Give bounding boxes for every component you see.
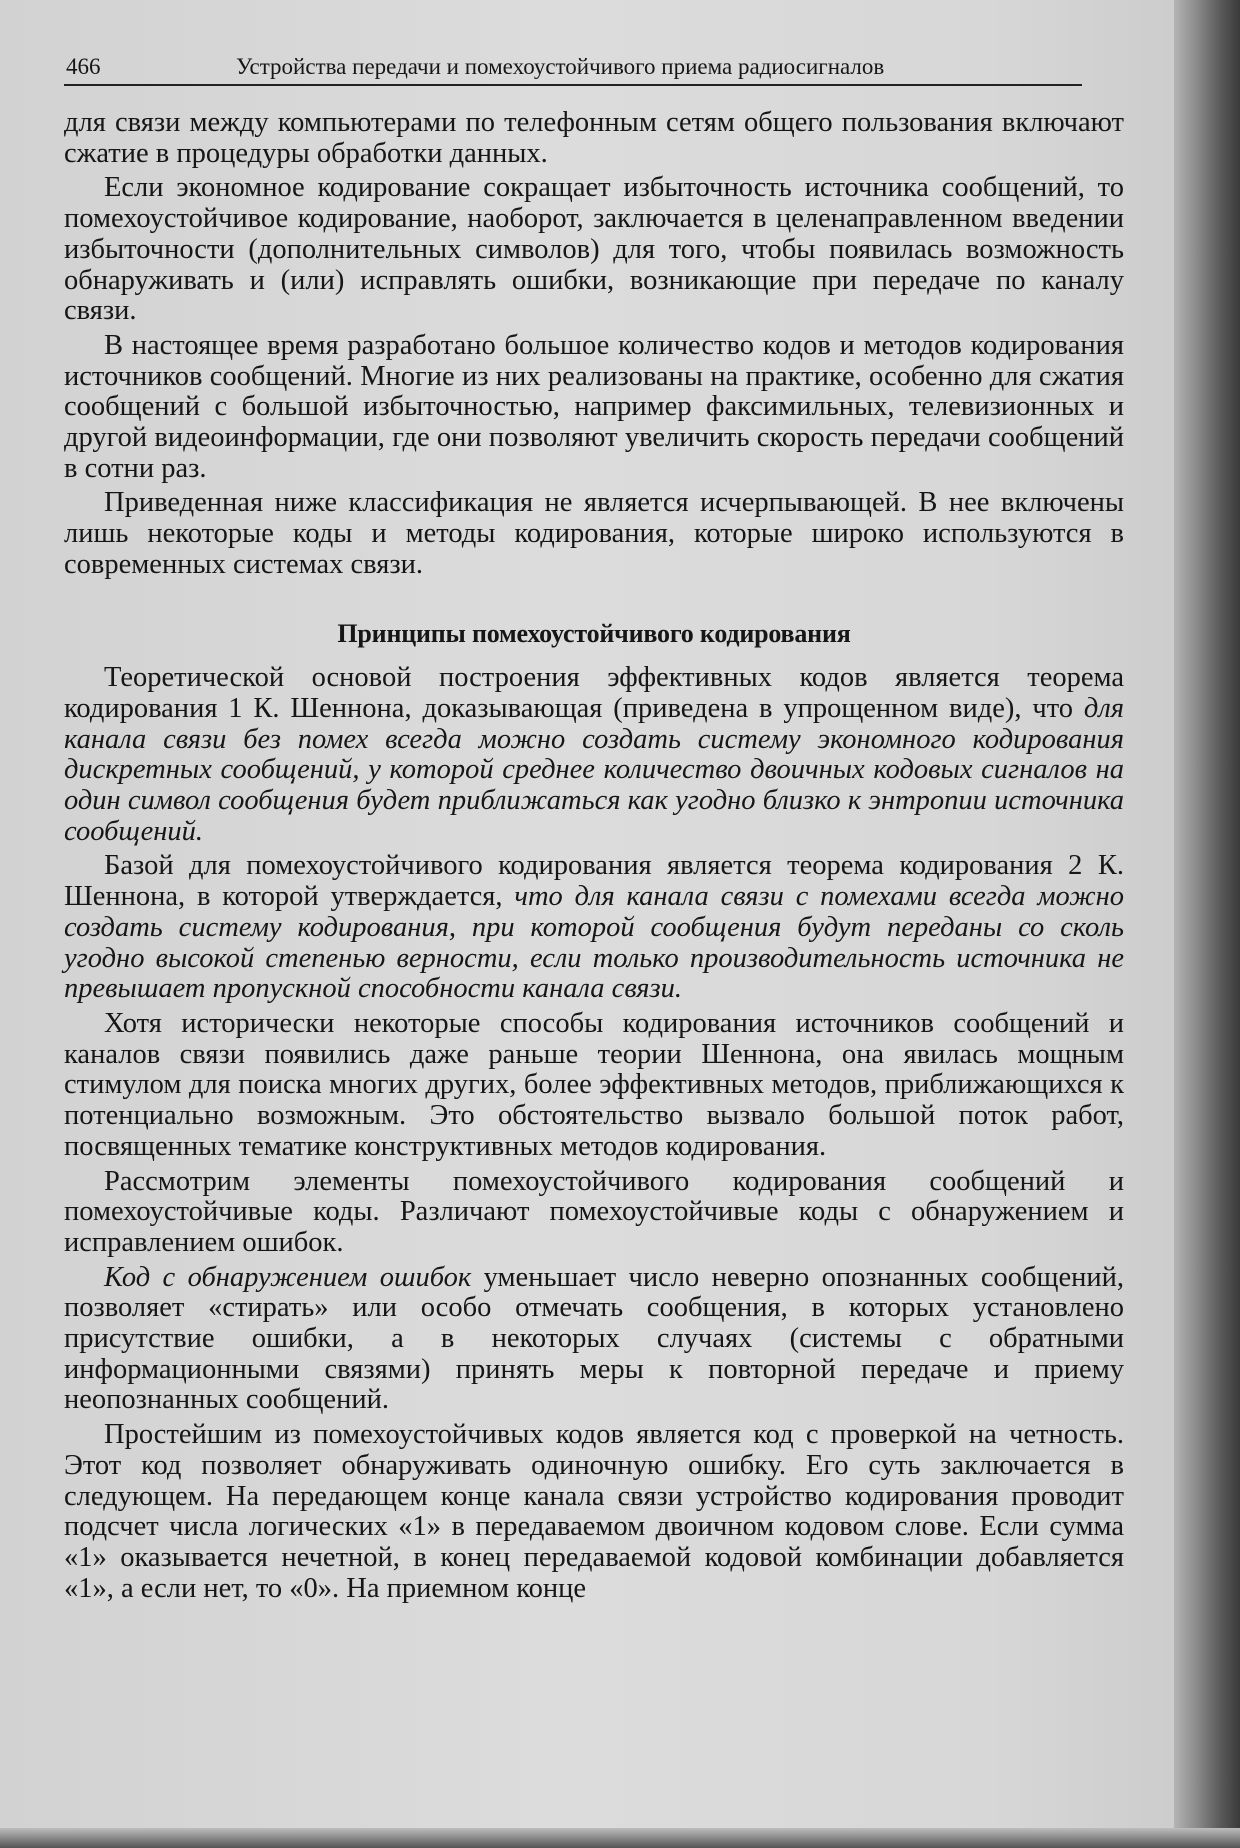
- page-bottom-edge: [0, 1828, 1240, 1848]
- paragraph-italic-text: для канала связи без помех всегда можно создать систему экономного кодирования дискретных сообщений, у которой среднее количество двоичных кодовых сигналов на один символ сообщения будет приближаться как угодно близко к энтропии источника сообщений.: [64, 692, 1124, 847]
- paragraph: [64, 331, 1124, 485]
- paragraph: [64, 851, 1124, 1005]
- paragraph-text: Приведенная ниже классификация не является исчерпывающей. В нее включены лишь некоторые коды и методы кодирования, которые широко используются в современных системах связи.: [64, 487, 1124, 580]
- running-title: Устройства передачи и помехоустойчивого приема радиосигналов: [236, 54, 885, 79]
- body-text: [64, 108, 1124, 1608]
- paragraph-text: уменьшает число неверно опознанных сообщений, позволяет «стирать» или особо отмечать сообщения, в которых установлено присутствие ошибки, а в некоторых случаях (системы с обратными информационными связями) принять меры к повторной передаче и приему неопознанных сообщений.: [64, 1261, 1125, 1416]
- page-number: 466: [66, 54, 101, 79]
- book-spine-shadow: [1174, 0, 1240, 1848]
- running-head: [64, 50, 1082, 86]
- paragraph: [64, 1420, 1124, 1604]
- paragraph: [64, 663, 1124, 847]
- paragraph-text: Простейшим из помехоустойчивых кодов является код с проверкой на четность. Этот код позволяет обнаруживать одиночную ошибку. Его суть заключается в следующем. На передающем конце канала связи устройство кодирования проводит подсчет числа логических «1» в передаваемом двоичном кодовом слове. Если сумма «1» оказывается нечетной, в конец передаваемой кодовой комбинации добавляется «1», а если нет, то «0». На приемном конце: [64, 1419, 1124, 1604]
- paragraph-text: В настоящее время разработано большое количество кодов и методов кодирования источников сообщений. Многие из них реализованы на практике, особенно для сжатия сообщений с большой избыточностью, например факсимильных, телевизионных и другой видеоинформации, где они позволяют увеличить скорость передачи сообщений в сотни раз.: [64, 329, 1124, 484]
- paragraph-text: Теоретической основой построения эффективных кодов является теорема кодирования 1 К. Шеннона, доказывающая (приведена в упрощенном виде), что: [64, 662, 1124, 724]
- paragraph-text: Хотя исторически некоторые способы кодирования источников сообщений и каналов связи появились даже раньше теории Шеннона, она явилась мощным стимулом для поиска многих других, более эффективных методов, приближающихся к потенциально возможным. Это обстоятельство вызвало большой поток работ, посвященных тематике конструктивных методов кодирования.: [64, 1007, 1124, 1162]
- paragraph-text: Рассмотрим элементы помехоустойчивого кодирования сообщений и помехоустойчивые коды. Различают помехоустойчивые коды с обнаружением и исправлением ошибок.: [64, 1165, 1124, 1258]
- section-heading: Принципы помехоустойчивого кодирования: [337, 618, 851, 648]
- paragraph: [64, 1263, 1124, 1417]
- paragraph-italic-text: что для канала связи с помехами всегда можно создать систему кодирования, при которой сообщения будут переданы со сколь угодно высокой степенью верности, если только производительность источника не превышает пропускной способности канала связи.: [64, 881, 1124, 1005]
- paragraph-text: для связи между компьютерами по телефонным сетям общего пользования включают сжатие в процедуры обработки данных.: [64, 107, 1124, 169]
- paragraph: [64, 1009, 1124, 1163]
- paragraph-italic-text: Код с обнаружением ошибок: [104, 1261, 472, 1293]
- paragraph: [64, 1167, 1124, 1259]
- paragraph-text: Базой для помехоустойчивого кодирования является теорема кодирования 2 К. Шеннона, в которой утверждается,: [64, 850, 1124, 913]
- paragraph: [64, 108, 1124, 169]
- paragraph: [64, 173, 1124, 327]
- paragraph: [64, 488, 1124, 580]
- paragraph-text: Если экономное кодирование сокращает избыточность источника сообщений, то помехоустойчивое кодирование, наоборот, заключается в целенаправленном введении избыточности (дополнительных символов) для того, чтобы появилась возможность обнаруживать и (или) исправлять ошибки, возникающие при передаче по каналу связи.: [64, 172, 1124, 327]
